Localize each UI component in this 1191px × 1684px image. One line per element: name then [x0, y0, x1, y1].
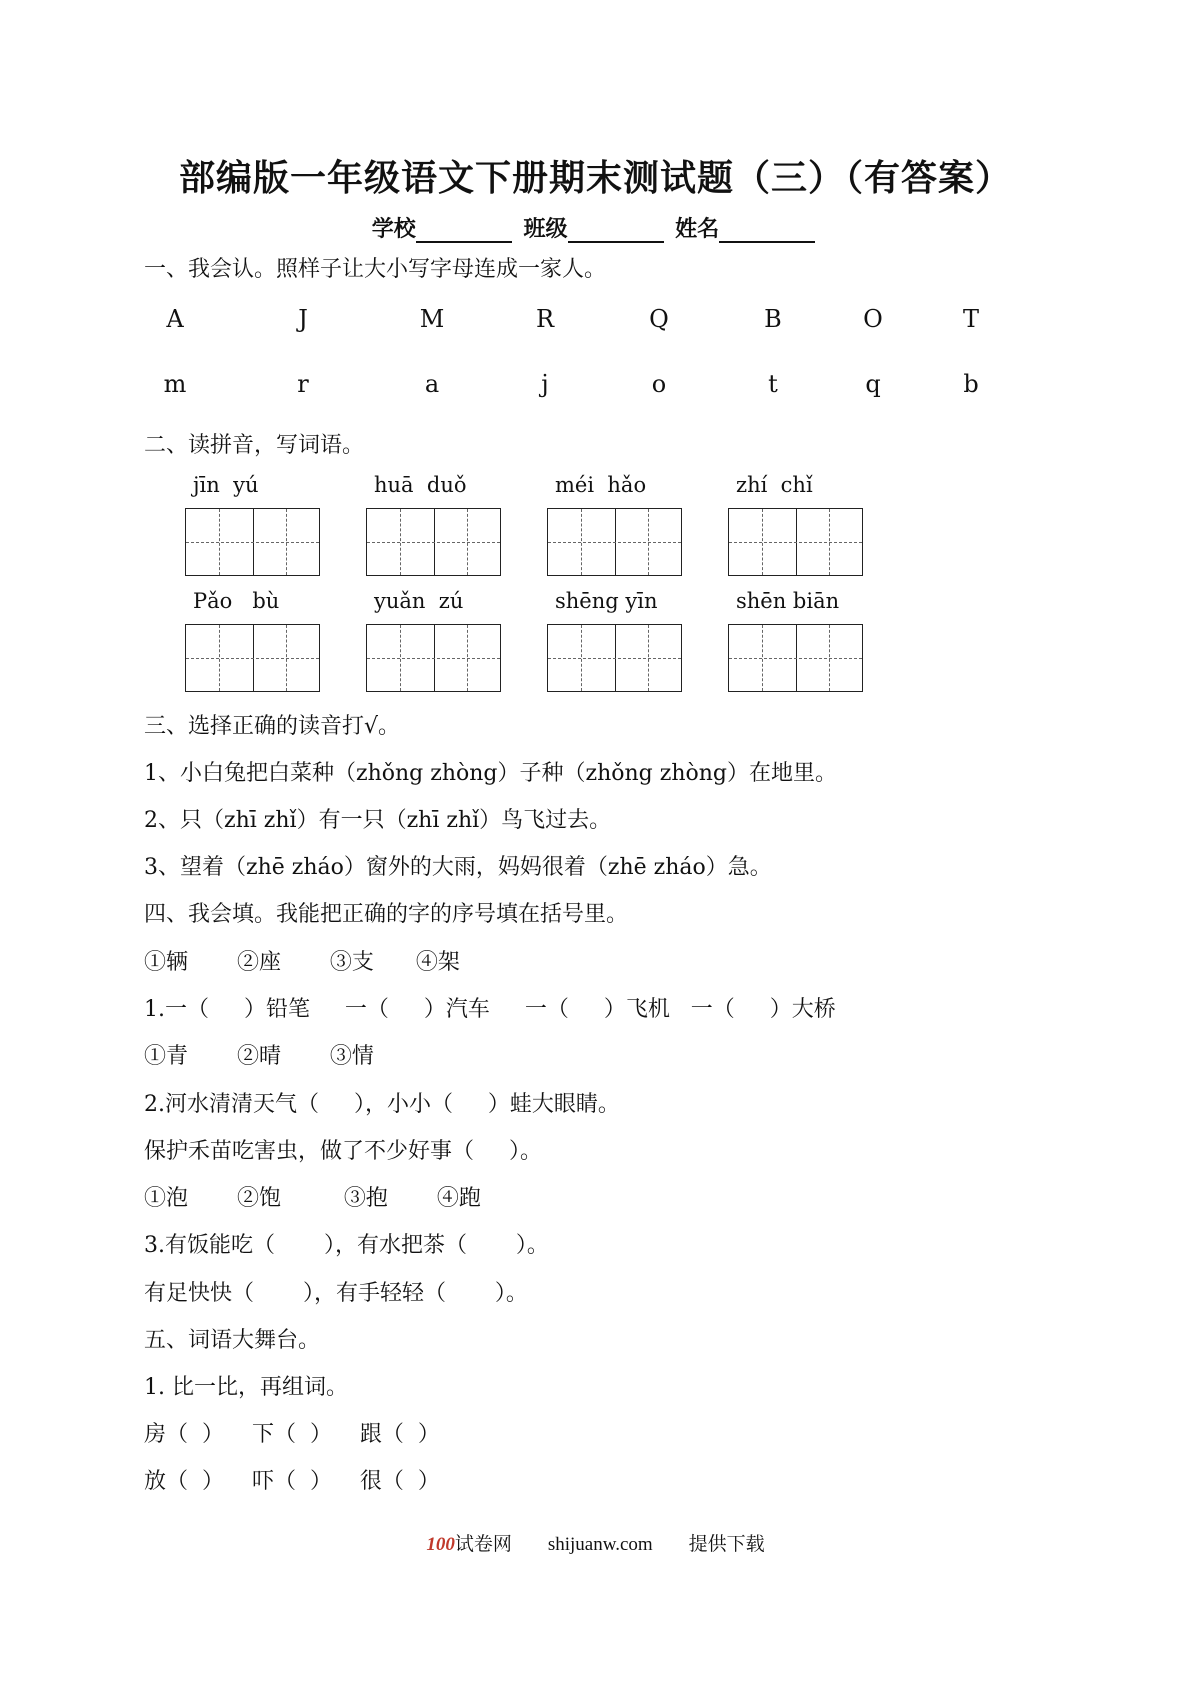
- uppercase-letter[interactable]: B: [764, 305, 782, 333]
- tianzige-writing-box[interactable]: [185, 624, 320, 692]
- q4-heading: 四、我会填。我能把正确的字的序号填在括号里。: [144, 902, 629, 927]
- pinyin-label: méi hǎo: [555, 473, 647, 497]
- q5-heading: 五、词语大舞台。: [144, 1328, 321, 1353]
- grid-guide-line: [367, 542, 500, 543]
- q3-item-1[interactable]: 1、小白兔把白菜种（zhǒng zhòng）子种（zhǒng zhòng）在地里。: [144, 761, 838, 786]
- site-logo: 100: [426, 1534, 455, 1555]
- q3-item-3[interactable]: 3、望着（zhē zháo）窗外的大雨，妈妈很着（zhē zháo）急。: [144, 855, 772, 880]
- q4-item-2a[interactable]: 2.河水清清天气（ ），小小（ ）蛙大眼睛。: [144, 1092, 620, 1117]
- lowercase-letter[interactable]: q: [865, 370, 881, 398]
- uppercase-letter[interactable]: O: [863, 305, 883, 333]
- footer: [0, 1529, 1191, 1556]
- tianzige-writing-box[interactable]: [366, 508, 501, 576]
- q5-row-1[interactable]: 房（ ） 下（ ） 跟（ ）: [144, 1422, 440, 1447]
- uppercase-letter[interactable]: R: [535, 305, 555, 333]
- class-label: 班级: [523, 216, 568, 242]
- uppercase-letter[interactable]: J: [298, 305, 308, 333]
- uppercase-letter[interactable]: A: [166, 305, 184, 333]
- pinyin-label: yuǎn zú: [374, 589, 464, 613]
- uppercase-letter[interactable]: M: [419, 305, 445, 333]
- lowercase-letter[interactable]: j: [541, 370, 549, 398]
- tianzige-writing-box[interactable]: [547, 624, 682, 692]
- q4-item-3a[interactable]: 3.有饭能吃（ ），有水把茶（ ）。: [144, 1233, 549, 1258]
- tianzige-writing-box[interactable]: [185, 508, 320, 576]
- site-name: 试卷网: [454, 1534, 512, 1555]
- pinyin-label: zhí chǐ: [736, 473, 813, 497]
- tianzige-writing-box[interactable]: [728, 508, 863, 576]
- q1-heading: 一、我会认。照样子让大小写字母连成一家人。: [144, 257, 607, 282]
- lowercase-letter[interactable]: o: [651, 370, 667, 398]
- lowercase-letter[interactable]: r: [297, 370, 309, 398]
- pinyin-label: shēn biān: [736, 589, 840, 613]
- tianzige-writing-box[interactable]: [728, 624, 863, 692]
- grid-guide-line: [548, 658, 681, 659]
- download-note: 提供下载: [688, 1534, 765, 1555]
- lowercase-letter[interactable]: b: [963, 370, 979, 398]
- name-label: 姓名: [675, 216, 720, 242]
- grid-guide-line: [729, 542, 862, 543]
- grid-guide-line: [548, 542, 681, 543]
- q4-options-2: ①青 ②晴 ③情: [144, 1044, 374, 1069]
- name-blank[interactable]: [719, 219, 815, 243]
- tianzige-writing-box[interactable]: [366, 624, 501, 692]
- grid-guide-line: [186, 658, 319, 659]
- q4-item-1[interactable]: 1.一（ ）铅笔 一（ ）汽车 一（ ）飞机 一（ ）大桥: [144, 997, 836, 1022]
- school-blank[interactable]: [416, 219, 512, 243]
- lowercase-letter[interactable]: t: [768, 370, 778, 398]
- site-url[interactable]: shijuanw.com: [547, 1534, 653, 1555]
- pinyin-label: Pǎo bù: [193, 589, 280, 613]
- grid-guide-line: [186, 542, 319, 543]
- uppercase-letter[interactable]: T: [962, 305, 979, 333]
- uppercase-letter[interactable]: Q: [649, 305, 669, 333]
- page-title: 部编版一年级语文下册期末测试题（三）（有答案）: [178, 157, 1012, 199]
- student-info-line: [0, 212, 1191, 243]
- class-blank[interactable]: [568, 219, 664, 243]
- lowercase-letter[interactable]: a: [424, 370, 440, 398]
- school-label: 学校: [371, 216, 416, 242]
- q4-item-2b[interactable]: 保护禾苗吃害虫，做了不少好事（ ）。: [144, 1139, 542, 1164]
- tianzige-writing-box[interactable]: [547, 508, 682, 576]
- q3-item-2[interactable]: 2、只（zhī zhǐ）有一只（zhī zhǐ）鸟飞过去。: [144, 808, 612, 833]
- pinyin-label: huā duǒ: [374, 473, 467, 497]
- q4-item-3b[interactable]: 有足快快（ ），有手轻轻（ ）。: [144, 1281, 528, 1306]
- lowercase-letter[interactable]: m: [163, 370, 187, 398]
- q3-heading: 三、选择正确的读音打√。: [144, 714, 401, 739]
- q2-heading: 二、读拼音，写词语。: [144, 433, 365, 458]
- q5-row-2[interactable]: 放（ ） 吓（ ） 很（ ）: [144, 1469, 440, 1494]
- grid-guide-line: [367, 658, 500, 659]
- q5-sub-heading: 1. 比一比，再组词。: [144, 1375, 348, 1400]
- q4-options-3: ①泡 ②饱 ③抱 ④跑: [144, 1186, 481, 1211]
- grid-guide-line: [729, 658, 862, 659]
- pinyin-label: shēng yīn: [555, 589, 658, 613]
- pinyin-label: jīn yú: [193, 473, 259, 497]
- q4-options-1: ①辆 ②座 ③支 ④架: [144, 950, 460, 975]
